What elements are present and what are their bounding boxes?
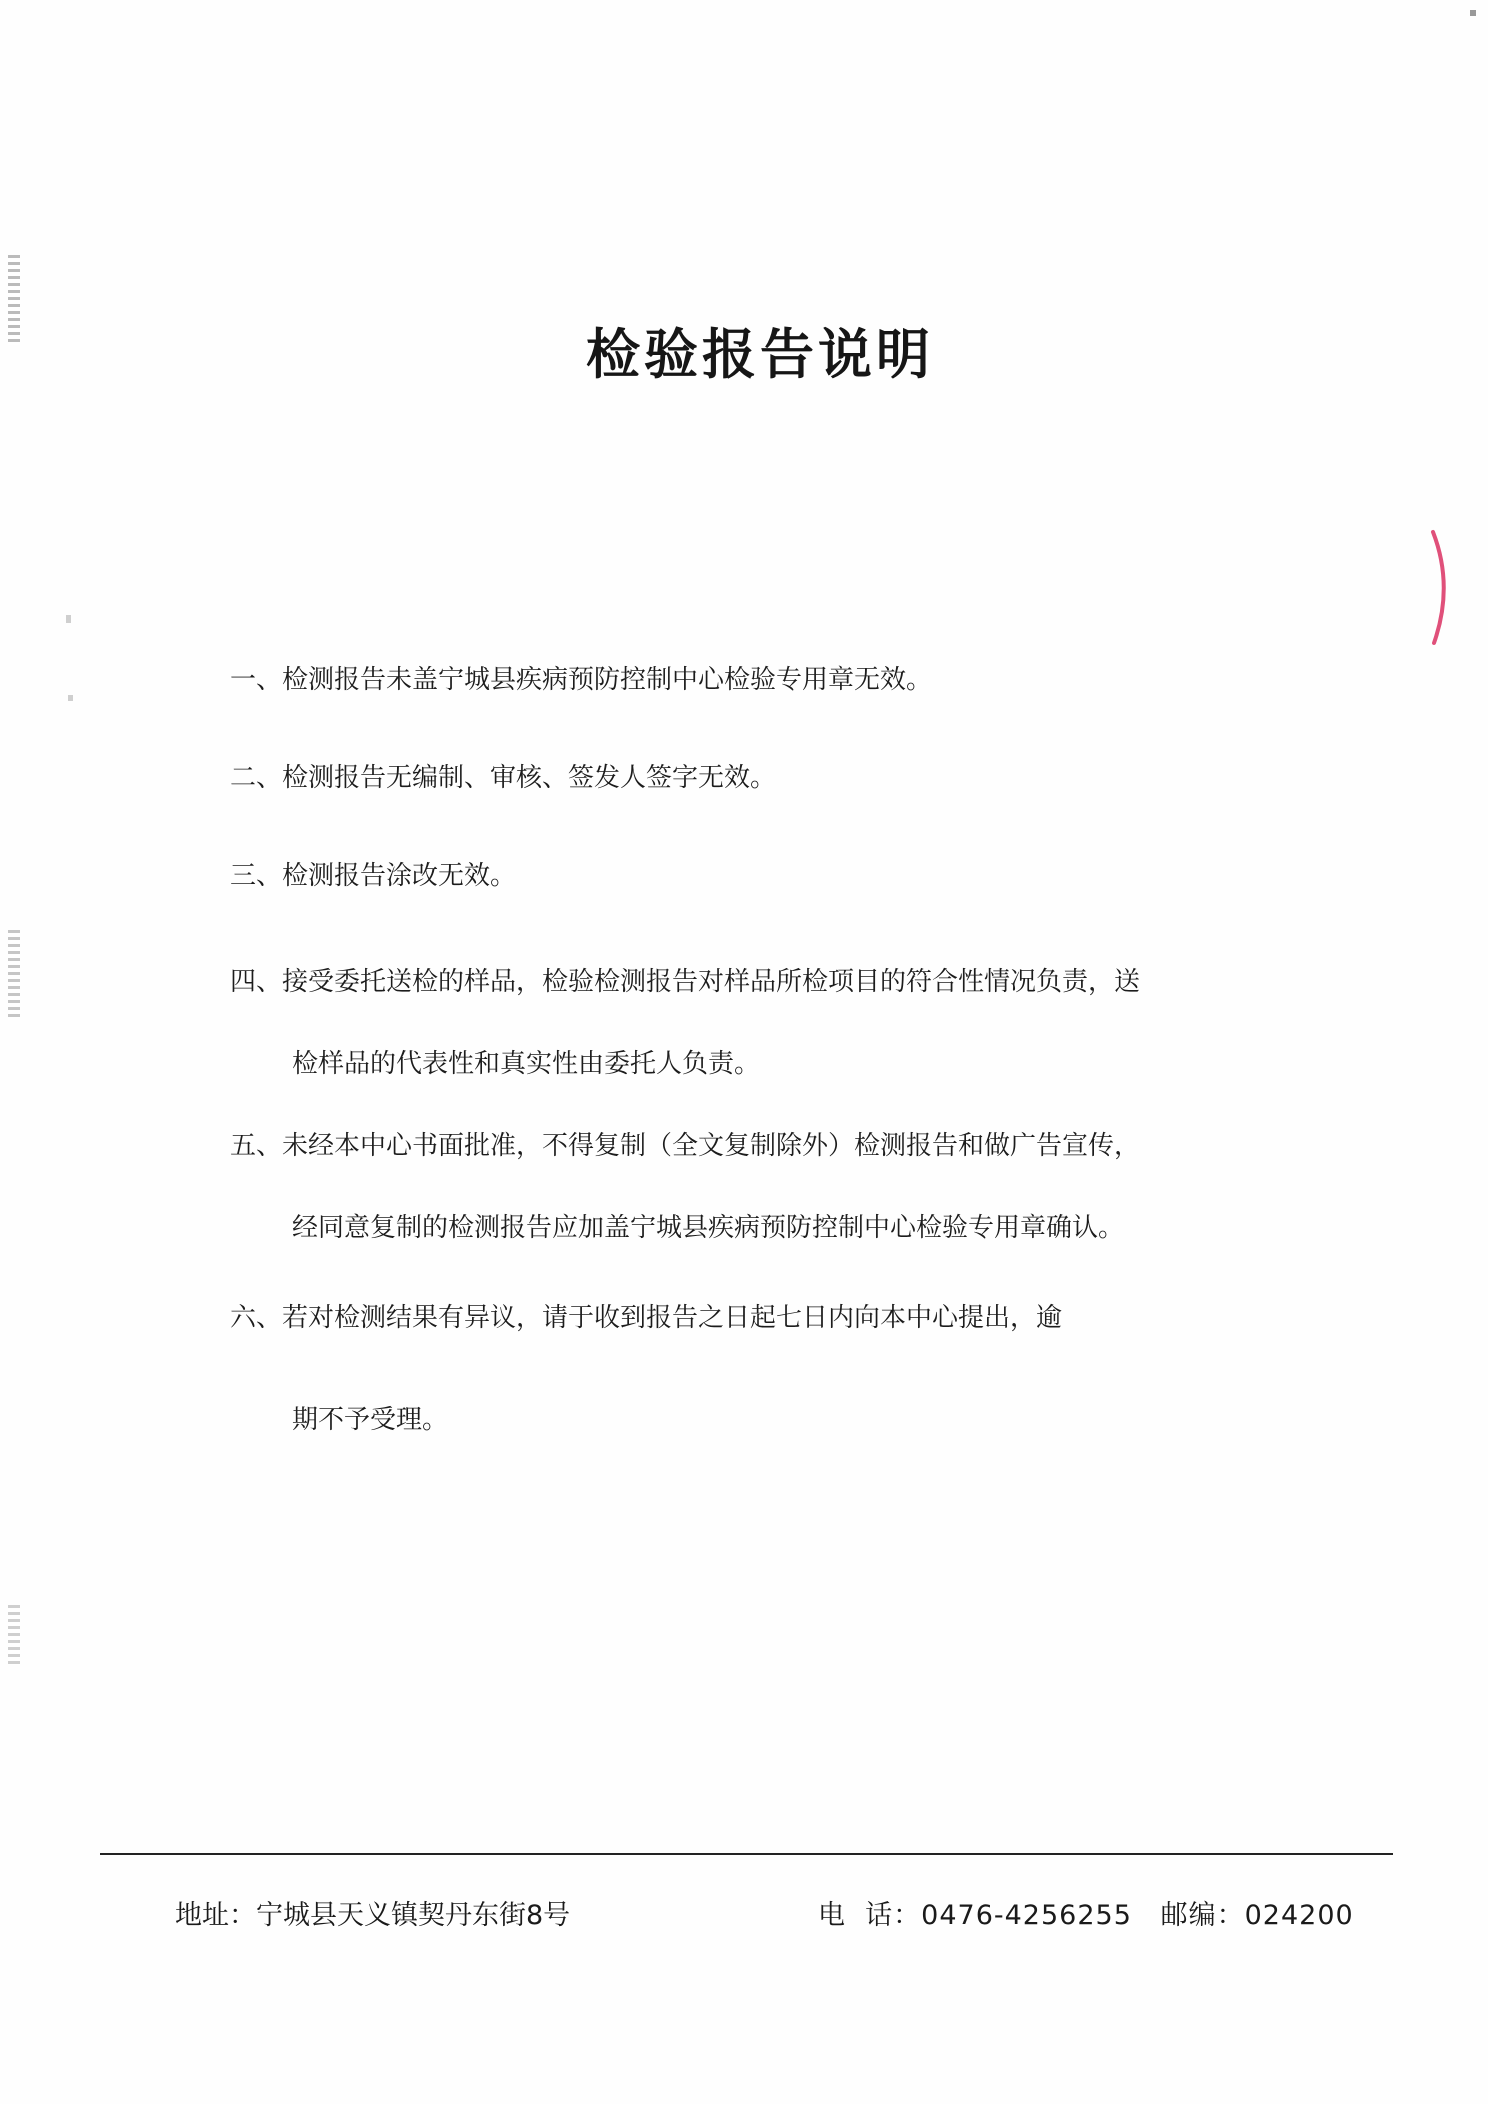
- clause-4: [230, 962, 1310, 1084]
- clause-2: [230, 758, 1310, 798]
- footer-contact: 电 话：0476-4256255 邮编：024200: [818, 1900, 1354, 1931]
- clause-3: [230, 856, 1310, 896]
- clause-text: 五、未经本中心书面批准，不得复制（全文复制除外）检测报告和做广告宣传，: [230, 1131, 1141, 1161]
- scan-mark: [68, 695, 73, 701]
- clause-continuation: 期不予受理。: [292, 1405, 449, 1435]
- clause-text: 四、接受委托送检的样品，检验检测报告对样品所检项目的符合性情况负责，送: [230, 967, 1141, 997]
- clause-text: 二、检测报告无编制、审核、签发人签字无效。: [230, 763, 777, 793]
- clause-text: 三、检测报告涂改无效。: [230, 861, 517, 891]
- scan-mark: [66, 615, 71, 623]
- page-title: 检验报告说明: [586, 323, 934, 386]
- clause-continuation: 经同意复制的检测报告应加盖宁城县疾病预防控制中心检验专用章确认。: [292, 1213, 1125, 1243]
- clause-6: [230, 1298, 1310, 1440]
- scan-mark: [8, 930, 20, 1020]
- footer-address: 地址：宁城县天义镇契丹东街8号: [175, 1900, 571, 1931]
- clause-continuation: 检样品的代表性和真实性由委托人负责。: [292, 1049, 761, 1079]
- clause-1: [230, 660, 1310, 700]
- clause-text: 一、检测报告未盖宁城县疾病预防控制中心检验专用章无效。: [230, 665, 933, 695]
- scan-mark: [8, 1605, 20, 1665]
- clause-5: [230, 1126, 1310, 1248]
- scan-mark: [1470, 10, 1476, 16]
- clause-text: 六、若对检测结果有异议，请于收到报告之日起七日内向本中心提出，逾: [230, 1303, 1063, 1333]
- footer-divider: [100, 1853, 1393, 1855]
- official-seal-edge: [1428, 528, 1468, 648]
